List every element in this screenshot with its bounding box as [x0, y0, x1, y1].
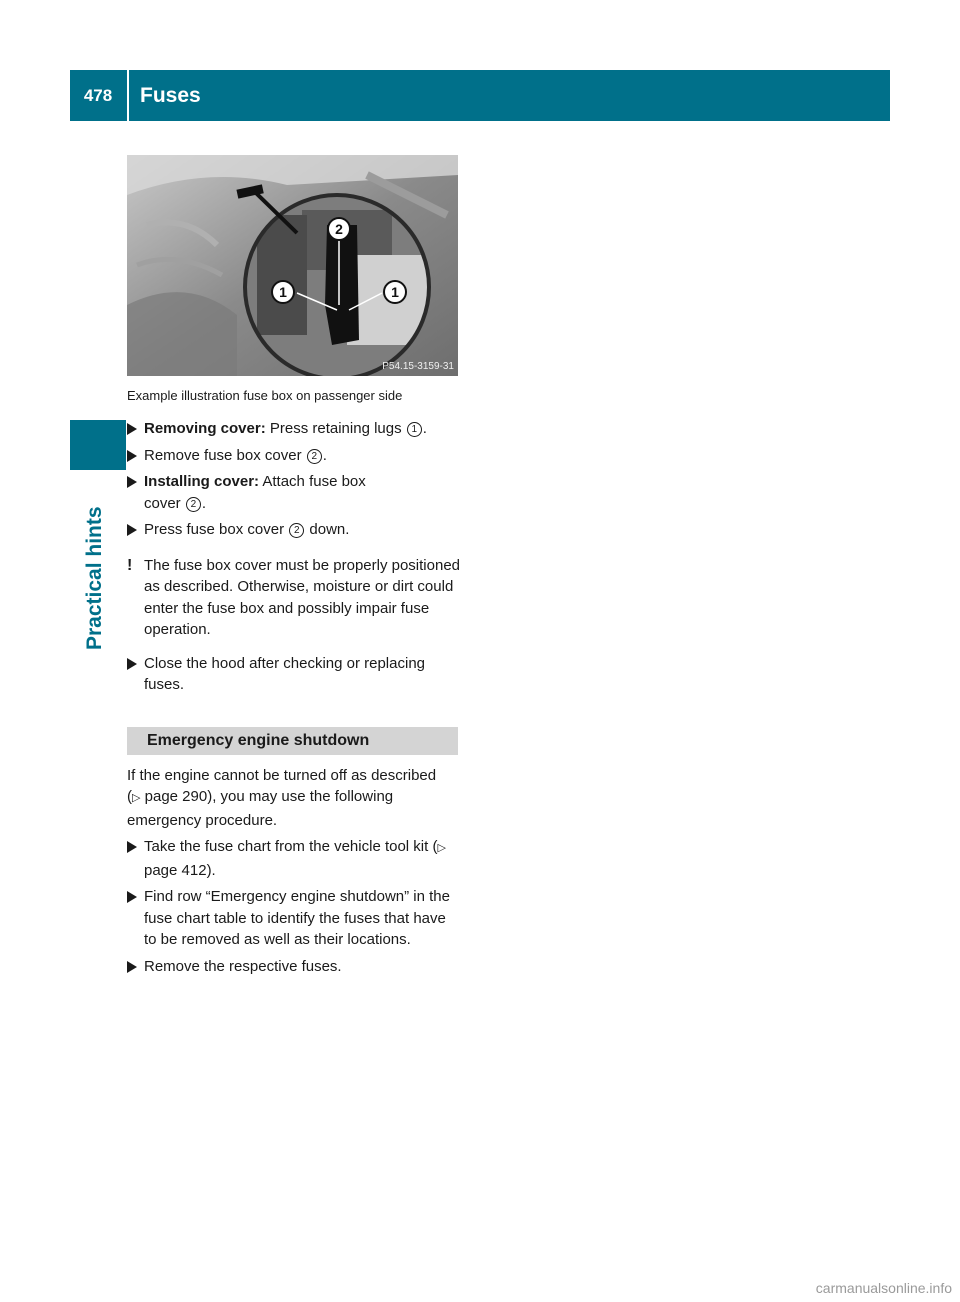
page-header	[70, 70, 890, 121]
step-arrow-icon	[127, 841, 137, 853]
section-heading-bar	[127, 727, 458, 755]
callout-ref-2: 2	[307, 449, 322, 464]
step-removing-cover: Removing cover: Press retaining lugs 1 .	[127, 418, 461, 440]
side-tab	[70, 420, 126, 470]
content-column	[127, 418, 461, 982]
step-arrow-icon	[127, 423, 137, 435]
step-arrow-icon	[127, 450, 137, 462]
section-heading: Emergency engine shutdown	[147, 731, 370, 749]
warning-icon: !	[127, 556, 133, 574]
callout-ref-2: 2	[289, 523, 304, 538]
callout-2: 2	[335, 221, 343, 237]
page-ref-icon: ▷	[437, 842, 446, 854]
step-find-row: Find row “Emergency engine shutdown” in the fuse chart table to identify the fuses that have to be removed as well as their locations.	[127, 886, 461, 951]
callout-ref-1: 1	[407, 422, 422, 437]
page-ref-icon: ▷	[132, 792, 141, 804]
step-arrow-icon	[127, 961, 137, 973]
step-close-hood: Close the hood after checking or replacing fuses.	[127, 653, 461, 696]
step-take-fuse-chart: Take the fuse chart from the vehicle tool kit (▷ page 412).	[127, 836, 461, 881]
step-remove-fuses: Remove the respective fuses.	[127, 956, 461, 978]
callout-1-left: 1	[279, 284, 287, 300]
section-side-label: Practical hints	[83, 506, 106, 650]
watermark: carmanualsonline.info	[815, 1280, 952, 1296]
step-arrow-icon	[127, 476, 137, 488]
caution-note: ! The fuse box cover must be properly positioned as described. Otherwise, moisture or dirt could enter the fuse box and possibly impair fuse operation.	[127, 556, 461, 638]
figure-caption: Example illustration fuse box on passenger side	[127, 388, 403, 403]
step-arrow-icon	[127, 658, 137, 670]
header-divider	[127, 70, 129, 121]
step-arrow-icon	[127, 524, 137, 536]
callout-1-right: 1	[391, 284, 399, 300]
page-number: 478	[83, 86, 113, 105]
fuse-box-illustration	[127, 155, 458, 376]
step-arrow-icon	[127, 891, 137, 903]
callout-ref-2: 2	[186, 497, 201, 512]
step-remove-cover: Remove fuse box cover 2 .	[127, 445, 461, 467]
figure-code: P54.15-3159-31	[382, 361, 454, 372]
step-press-cover: Press fuse box cover 2 down.	[127, 519, 461, 541]
section-intro: If the engine cannot be turned off as described (▷ page 290), you may use the following emergency procedure.	[127, 766, 437, 829]
step-installing-cover: Installing cover: Attach fuse box cover 2 .	[127, 471, 406, 514]
page-title: Fuses	[140, 84, 201, 107]
